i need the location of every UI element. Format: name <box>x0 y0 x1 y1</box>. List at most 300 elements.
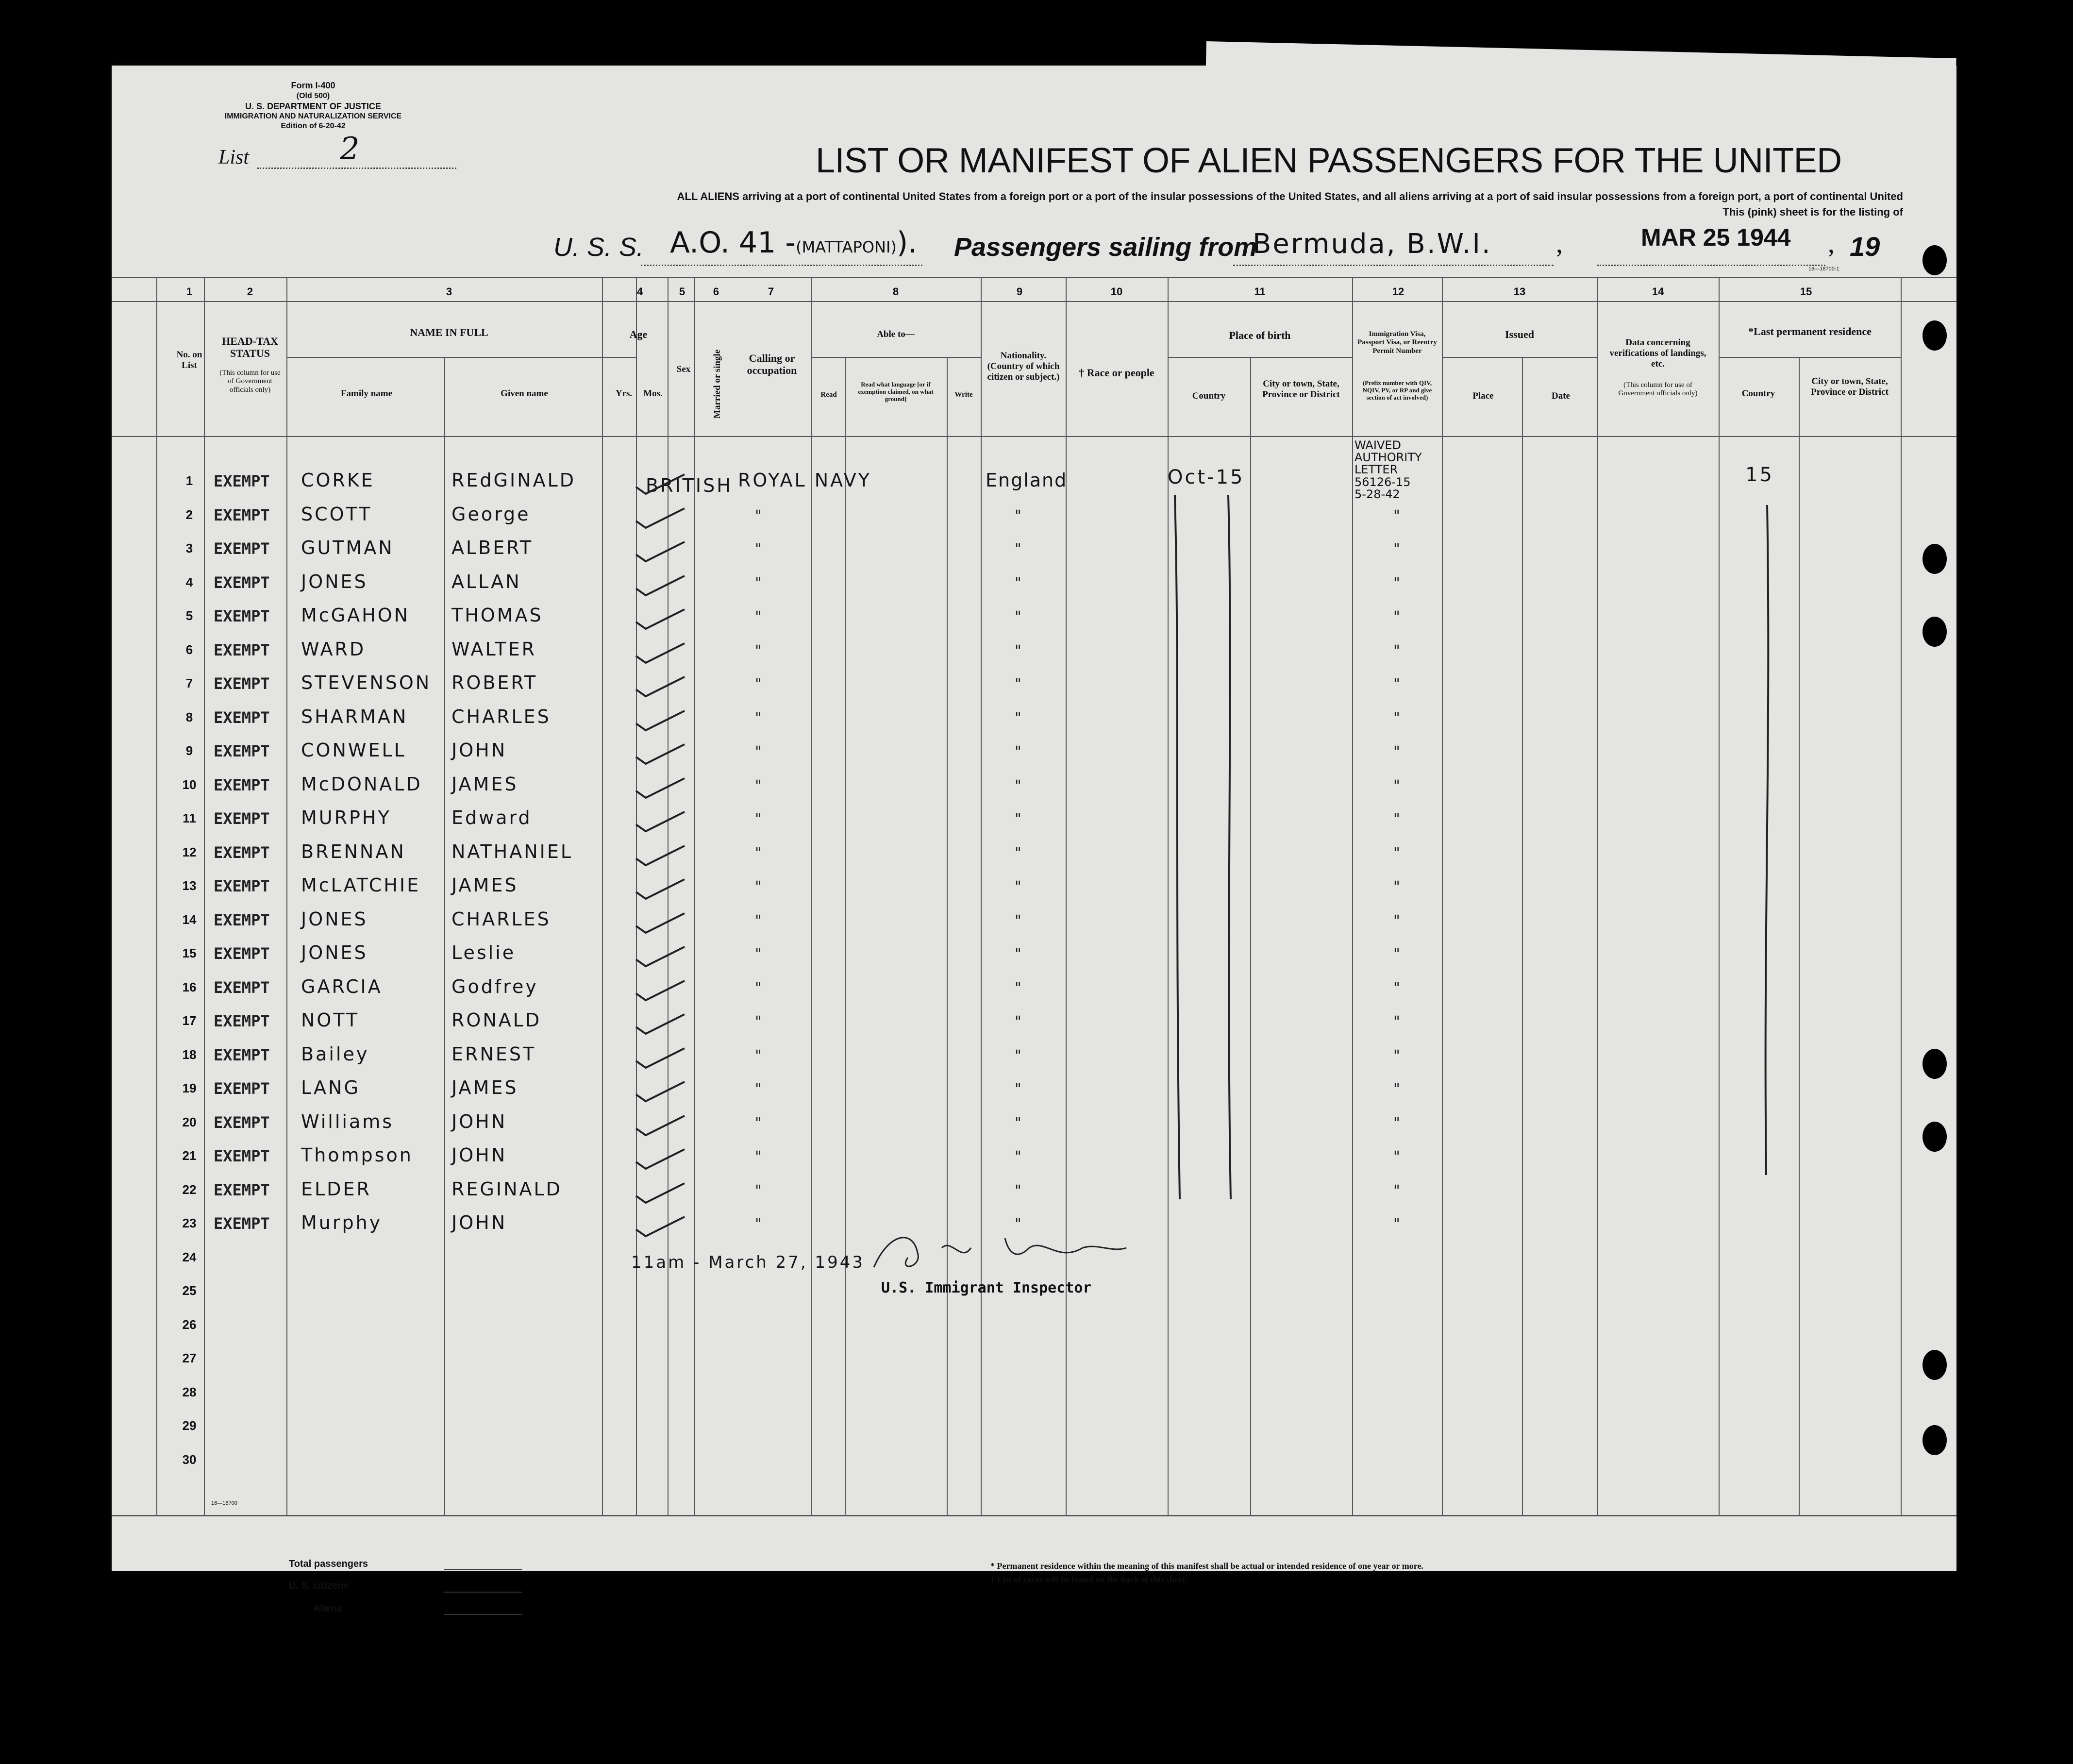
given-name: RONALD <box>451 1009 542 1031</box>
footer-total-passengers: Total passengers <box>289 1559 368 1569</box>
row-1-married-note: BRITISH <box>646 475 733 496</box>
calling-ditto: " <box>755 1047 762 1064</box>
column-divider <box>286 277 287 1515</box>
family-name: JONES <box>301 942 368 963</box>
ditto-lines-birth <box>1165 490 1243 1204</box>
visa-ditto: " <box>1393 1047 1400 1064</box>
married-check-mark <box>631 604 694 633</box>
row-number: 23 <box>182 1216 197 1230</box>
binder-hole <box>1923 245 1947 275</box>
head-tax-status: EXEMPT <box>214 674 270 693</box>
header-family-name: Family name <box>340 388 393 399</box>
visa-ditto: " <box>1393 811 1400 828</box>
given-name: ALBERT <box>451 537 534 558</box>
row-number: 11 <box>183 811 196 825</box>
nationality-ditto: " <box>1015 878 1021 895</box>
column-divider <box>204 277 205 1515</box>
header-verifications-note: (This column for use of Government officials only) <box>1618 381 1698 398</box>
column-divider <box>1250 357 1251 1515</box>
family-name: McGAHON <box>301 605 410 626</box>
head-tax-status: EXEMPT <box>214 1147 270 1165</box>
header-no-on-list: No. on List <box>176 350 202 370</box>
binder-hole <box>1923 320 1947 351</box>
nationality-ditto: " <box>1015 1216 1021 1233</box>
row-1-residence-note: 15 <box>1745 464 1774 486</box>
issued-sub-rule <box>1442 357 1597 358</box>
visa-ditto: " <box>1393 1216 1400 1233</box>
column-number: 8 <box>892 286 899 298</box>
calling-ditto: " <box>755 878 762 895</box>
given-name: ALLAN <box>451 571 521 592</box>
calling-ditto: " <box>755 1013 762 1030</box>
header-read-language: Read what language [or if exemption claimed, on what ground] <box>858 381 934 403</box>
family-name: GARCIA <box>301 975 383 997</box>
visa-ditto: " <box>1393 574 1400 592</box>
column-number: 2 <box>247 286 253 298</box>
column-divider <box>981 277 982 1515</box>
head-tax-status: EXEMPT <box>214 944 270 963</box>
vessel-name <box>670 226 917 260</box>
family-name: Murphy <box>301 1212 383 1233</box>
binder-hole <box>1923 1350 1947 1380</box>
visa-note-line: 5-28-42 <box>1354 487 1400 501</box>
header-nationality: Nationality. (Country of which citizen or subject.) <box>987 351 1060 382</box>
family-name: LANG <box>301 1077 360 1098</box>
list-line <box>257 168 456 169</box>
footer-note-races: † List of races will be found on the back of this sheet. <box>990 1575 1187 1584</box>
year-label: 19 <box>1850 231 1880 262</box>
column-number: 4 <box>636 286 643 298</box>
row-number: 25 <box>182 1283 197 1298</box>
header-residence-city: City or town, State, Province or District <box>1811 376 1889 397</box>
column-number: 11 <box>1254 286 1266 298</box>
column-number: 15 <box>1800 286 1812 298</box>
row-number: 12 <box>182 844 197 859</box>
header-calling: Calling or occupation <box>747 352 797 377</box>
row-number: 3 <box>185 541 193 555</box>
nationality-ditto: " <box>1015 709 1021 727</box>
visa-ditto: " <box>1393 946 1400 963</box>
calling-ditto: " <box>755 1148 762 1165</box>
married-check-mark <box>631 1211 694 1240</box>
family-name: SHARMAN <box>301 706 408 727</box>
column-divider <box>1066 277 1067 1515</box>
row-number: 8 <box>185 709 193 724</box>
given-name: JAMES <box>451 874 518 896</box>
header-years: Yrs. <box>615 388 633 399</box>
nationality-ditto: " <box>1015 1148 1021 1165</box>
head-tax-status: EXEMPT <box>214 910 270 929</box>
header-immigration-visa: Immigration Visa, Passport Visa, or Reentry Permit Number <box>1357 330 1437 355</box>
row-number: 18 <box>182 1047 197 1062</box>
list-number: 2 <box>340 131 360 167</box>
given-name: NATHANIEL <box>451 840 573 862</box>
married-check-mark <box>631 1177 694 1207</box>
form-code-top: 16—18700-1 <box>1808 266 1839 272</box>
row-number: 24 <box>182 1249 197 1264</box>
head-tax-status: EXEMPT <box>214 1214 270 1233</box>
nationality-ditto: " <box>1015 1114 1021 1132</box>
header-birth-city: City or town, State, Province or District <box>1262 379 1340 400</box>
visa-ditto: " <box>1393 1114 1400 1132</box>
column-number: 14 <box>1652 286 1664 298</box>
column-divider <box>694 277 695 1515</box>
row-number: 30 <box>182 1452 197 1467</box>
given-name: REGINALD <box>451 1178 562 1200</box>
nationality-ditto: " <box>1015 642 1021 659</box>
nationality-ditto: " <box>1015 507 1021 524</box>
nationality-ditto: " <box>1015 946 1021 963</box>
calling-ditto: " <box>755 946 762 963</box>
row-number: 20 <box>182 1114 197 1129</box>
married-check-mark <box>631 907 694 937</box>
column-number: 1 <box>186 286 193 298</box>
form-code-bottom: 16—18700 <box>211 1500 237 1506</box>
row-number: 17 <box>182 1013 197 1028</box>
head-tax-status: EXEMPT <box>214 775 270 794</box>
row-1-birth-note: Oct-15 <box>1168 466 1245 488</box>
nationality-ditto: " <box>1015 777 1021 794</box>
family-name: MURPHY <box>301 807 391 828</box>
calling-ditto: " <box>755 642 762 659</box>
row-number: 7 <box>185 676 193 690</box>
edition: Edition of 6-20-42 <box>281 122 346 130</box>
header-issued-place: Place <box>1472 391 1494 401</box>
given-name: THOMAS <box>451 605 543 626</box>
footer-note-residence: * Permanent residence within the meaning of this manifest shall be actual or intended residence of one year or more. <box>990 1561 1423 1571</box>
calling-ditto: " <box>755 574 762 592</box>
visa-ditto: " <box>1393 642 1400 659</box>
header-residence-country: Country <box>1741 388 1775 399</box>
header-issued: Issued <box>1505 328 1534 340</box>
given-name: Leslie <box>451 942 516 963</box>
calling-ditto: " <box>755 608 762 625</box>
calling-ditto: " <box>755 1114 762 1132</box>
time-note: 11am - March 27, 1943 <box>631 1253 865 1272</box>
married-check-mark <box>631 975 694 1004</box>
page-title: LIST OR MANIFEST OF ALIEN PASSENGERS FOR THE UNITED <box>816 141 1842 180</box>
family-name: JONES <box>301 571 368 592</box>
calling-ditto: " <box>755 1216 762 1233</box>
header-months: Mos. <box>643 388 663 399</box>
given-name: CHARLES <box>451 908 551 930</box>
nationality-ditto: " <box>1015 811 1021 828</box>
family-name: STEVENSON <box>301 672 432 693</box>
married-check-mark <box>631 840 694 869</box>
family-name: Thompson <box>301 1144 413 1166</box>
header-head-tax-note: (This column for use of Government officials only) <box>219 369 281 394</box>
header-age: Age <box>629 328 648 340</box>
married-check-mark <box>631 1042 694 1072</box>
visa-waived-note <box>1354 439 1422 501</box>
row-number: 4 <box>185 574 193 589</box>
married-check-mark <box>631 671 694 700</box>
married-check-mark <box>631 1143 694 1173</box>
head-tax-status: EXEMPT <box>214 607 270 625</box>
family-name: McLATCHIE <box>301 874 421 896</box>
given-name: Edward <box>451 807 532 828</box>
visa-ditto: " <box>1393 676 1400 693</box>
family-name: Bailey <box>301 1043 369 1065</box>
visa-ditto: " <box>1393 979 1400 997</box>
married-check-mark <box>631 570 694 599</box>
header-verifications: Data concerning verifications of landings, etc. <box>1609 337 1706 369</box>
family-name: SCOTT <box>301 503 372 525</box>
head-tax-status: EXEMPT <box>214 472 270 490</box>
married-check-mark <box>631 806 694 835</box>
visa-ditto: " <box>1393 878 1400 895</box>
married-check-mark <box>631 1110 694 1139</box>
head-tax-status: EXEMPT <box>214 573 270 592</box>
footer-aliens: Aliens <box>313 1603 343 1614</box>
nationality-ditto: " <box>1015 676 1021 693</box>
visa-ditto: " <box>1393 844 1400 862</box>
family-name: JONES <box>301 908 368 930</box>
nationality-ditto: " <box>1015 608 1021 625</box>
family-name: ELDER <box>301 1178 371 1200</box>
nationality-ditto: " <box>1015 1081 1021 1098</box>
row-number: 15 <box>182 946 197 960</box>
head-tax-status: EXEMPT <box>214 742 270 760</box>
visa-note-line: WAIVED <box>1354 438 1401 452</box>
row-number: 14 <box>182 912 197 927</box>
calling-ditto: " <box>755 912 762 929</box>
list-label: List <box>218 146 250 168</box>
calling-occupation: ROYAL NAVY <box>738 470 871 491</box>
given-name: Godfrey <box>451 975 538 997</box>
row-number: 27 <box>182 1351 197 1365</box>
vessel-name-sub: (MATTAPONI) <box>796 238 897 256</box>
family-name: GUTMAN <box>301 537 394 558</box>
header-place-of-birth: Place of birth <box>1229 329 1291 341</box>
binder-hole <box>1923 1049 1947 1079</box>
family-name: WARD <box>301 638 366 660</box>
head-tax-status: EXEMPT <box>214 1180 270 1199</box>
footer-aliens-line <box>444 1614 522 1615</box>
given-name: JOHN <box>451 739 507 761</box>
family-name: CONWELL <box>301 739 406 761</box>
column-divider <box>1352 277 1353 1515</box>
form-header <box>209 80 418 131</box>
form-number: Form I-400 <box>291 81 335 90</box>
footer-total-line <box>444 1569 522 1570</box>
footer-us-citizens: U. S. citizens <box>289 1580 349 1591</box>
row-number: 1 <box>185 473 193 488</box>
married-check-mark <box>631 503 694 532</box>
married-check-mark <box>631 941 694 970</box>
given-name: CHARLES <box>451 706 551 727</box>
department: U. S. DEPARTMENT OF JUSTICE <box>245 101 381 111</box>
column-number: 10 <box>1110 286 1123 298</box>
given-name: JAMES <box>451 1077 518 1098</box>
married-check-mark <box>631 469 694 498</box>
column-divider <box>444 357 445 1515</box>
nationality-ditto: " <box>1015 844 1021 862</box>
binder-hole <box>1923 617 1947 647</box>
birth-sub-rule <box>1168 357 1352 358</box>
row-number: 13 <box>182 878 197 893</box>
given-name: ROBERT <box>451 672 538 693</box>
visa-note-line: 56126-15 <box>1354 475 1411 489</box>
married-check-mark <box>631 536 694 565</box>
head-tax-status: EXEMPT <box>214 877 270 895</box>
name-sub-rule <box>286 357 636 358</box>
given-name: JOHN <box>451 1212 507 1233</box>
binder-hole <box>1923 544 1947 574</box>
visa-note-line: AUTHORITY <box>1354 451 1422 465</box>
able-sub-rule <box>811 357 981 358</box>
row-number: 2 <box>185 507 193 522</box>
column-number: 9 <box>1016 286 1023 298</box>
column-number: 12 <box>1392 286 1404 298</box>
nationality-ditto: " <box>1015 541 1021 558</box>
married-check-mark <box>631 1076 694 1105</box>
head-tax-status: EXEMPT <box>214 1113 270 1132</box>
visa-ditto: " <box>1393 743 1400 760</box>
header-given-name: Given name <box>501 388 548 399</box>
married-check-mark <box>631 874 694 903</box>
calling-ditto: " <box>755 507 762 524</box>
row-number: 29 <box>182 1418 197 1433</box>
calling-ditto: " <box>755 1182 762 1199</box>
table-bottom-rule <box>112 1515 1956 1516</box>
header-visa-note: (Prefix number with QIV, NQIV, PV, or RP and give section of act involved) <box>1362 379 1432 401</box>
header-name-in-full: NAME IN FULL <box>410 326 488 338</box>
family-name: CORKE <box>301 470 375 491</box>
sailing-from: Bermuda, B.W.I. <box>1253 228 1492 260</box>
nationality-ditto: " <box>1015 743 1021 760</box>
service: IMMIGRATION AND NATURALIZATION SERVICE <box>224 112 402 120</box>
nationality-ditto: " <box>1015 912 1021 929</box>
visa-ditto: " <box>1393 1081 1400 1098</box>
vessel-name-end: ). <box>896 226 918 260</box>
sailing-label: Passengers sailing from <box>954 233 1257 262</box>
vessel-prefix: U. S. S. <box>553 233 644 262</box>
header-write: Write <box>954 391 973 399</box>
nationality-ditto: " <box>1015 1013 1021 1030</box>
header-race: † Race or people <box>1079 367 1154 379</box>
given-name: George <box>451 503 531 525</box>
head-tax-status: EXEMPT <box>214 978 270 997</box>
header-bottom-rule <box>112 436 1956 437</box>
nationality: England <box>986 470 1068 491</box>
married-check-mark <box>631 773 694 802</box>
calling-ditto: " <box>755 1081 762 1098</box>
nationality-ditto: " <box>1015 574 1021 592</box>
given-name: JAMES <box>451 773 518 795</box>
column-number: 13 <box>1513 286 1526 298</box>
visa-note-line: LETTER <box>1354 463 1398 477</box>
given-name: WALTER <box>451 638 537 660</box>
column-divider <box>845 357 846 1515</box>
row-number: 10 <box>182 777 197 792</box>
column-divider <box>1799 357 1800 1515</box>
comma-mark: , <box>1556 229 1563 259</box>
visa-ditto: " <box>1393 1148 1400 1165</box>
married-check-mark <box>631 1008 694 1038</box>
subtitle-line-1: ALL ALIENS arriving at a port of continental United States from a foreign port or a port of the insular possessions of the United States, and all aliens arriving at a port of said insular possessions from a foreign port, a port of continental United <box>677 190 1903 202</box>
head-tax-status: EXEMPT <box>214 708 270 727</box>
row-number: 9 <box>185 743 193 758</box>
family-name: McDONALD <box>301 773 422 795</box>
table-top-rule <box>112 277 1956 278</box>
column-number: 6 <box>713 286 719 298</box>
inspector-title: U.S. Immigrant Inspector <box>881 1279 1092 1296</box>
head-tax-status: EXEMPT <box>214 640 270 659</box>
header-birth-country: Country <box>1192 391 1226 401</box>
sailing-line <box>1233 265 1554 266</box>
calling-ditto: " <box>755 979 762 997</box>
header-issued-date: Date <box>1552 391 1570 401</box>
head-tax-status: EXEMPT <box>214 1045 270 1064</box>
calling-ditto: " <box>755 811 762 828</box>
subtitle-line-2: This (pink) sheet is for the listing of <box>1722 206 1903 218</box>
married-check-mark <box>631 705 694 734</box>
visa-ditto: " <box>1393 709 1400 727</box>
given-name: REdGINALD <box>451 470 576 491</box>
row-number: 5 <box>185 608 193 623</box>
given-name: JOHN <box>451 1144 507 1166</box>
column-divider <box>811 277 812 1515</box>
header-able-to: Able to— <box>877 329 915 339</box>
calling-ditto: " <box>755 709 762 727</box>
vessel-line <box>641 265 922 266</box>
row-number: 21 <box>182 1148 197 1163</box>
calling-ditto: " <box>755 676 762 693</box>
column-divider <box>1901 277 1902 1515</box>
vessel-name-main: A.O. 41 - <box>670 226 796 260</box>
given-name: ERNEST <box>451 1043 536 1065</box>
column-number: 5 <box>679 286 685 298</box>
column-number: 7 <box>768 286 774 298</box>
visa-ditto: " <box>1393 541 1400 558</box>
head-tax-status: EXEMPT <box>214 505 270 524</box>
head-tax-status: EXEMPT <box>214 843 270 862</box>
header-married: Married or single <box>712 349 723 419</box>
column-number-rule <box>112 301 1956 302</box>
ditto-line-residence <box>1757 500 1787 1180</box>
column-divider <box>1442 277 1443 1515</box>
family-name: Williams <box>301 1110 394 1132</box>
nationality-ditto: " <box>1015 979 1021 997</box>
married-check-mark <box>631 638 694 667</box>
married-check-mark <box>631 739 694 768</box>
binder-hole <box>1923 1425 1947 1455</box>
date-line <box>1597 265 1825 266</box>
row-number: 19 <box>182 1081 197 1095</box>
calling-ditto: " <box>755 777 762 794</box>
sailing-date: MAR 25 1944 <box>1641 224 1791 251</box>
column-number: 3 <box>446 286 452 298</box>
header-read: Read <box>820 391 837 399</box>
residence-sub-rule <box>1719 357 1901 358</box>
head-tax-status: EXEMPT <box>214 539 270 558</box>
binder-hole <box>1923 1122 1947 1152</box>
column-divider <box>1522 357 1523 1515</box>
row-number: 16 <box>182 979 197 994</box>
visa-ditto: " <box>1393 912 1400 929</box>
visa-ditto: " <box>1393 608 1400 625</box>
visa-ditto: " <box>1393 1182 1400 1199</box>
header-sex: Sex <box>676 364 691 374</box>
row-number: 22 <box>182 1182 197 1197</box>
head-tax-status: EXEMPT <box>214 1012 270 1030</box>
column-divider <box>602 277 603 1515</box>
age-sub-rule <box>602 357 636 358</box>
column-divider <box>156 277 157 1515</box>
row-number: 28 <box>182 1384 197 1399</box>
footer-citizens-line <box>444 1592 522 1593</box>
